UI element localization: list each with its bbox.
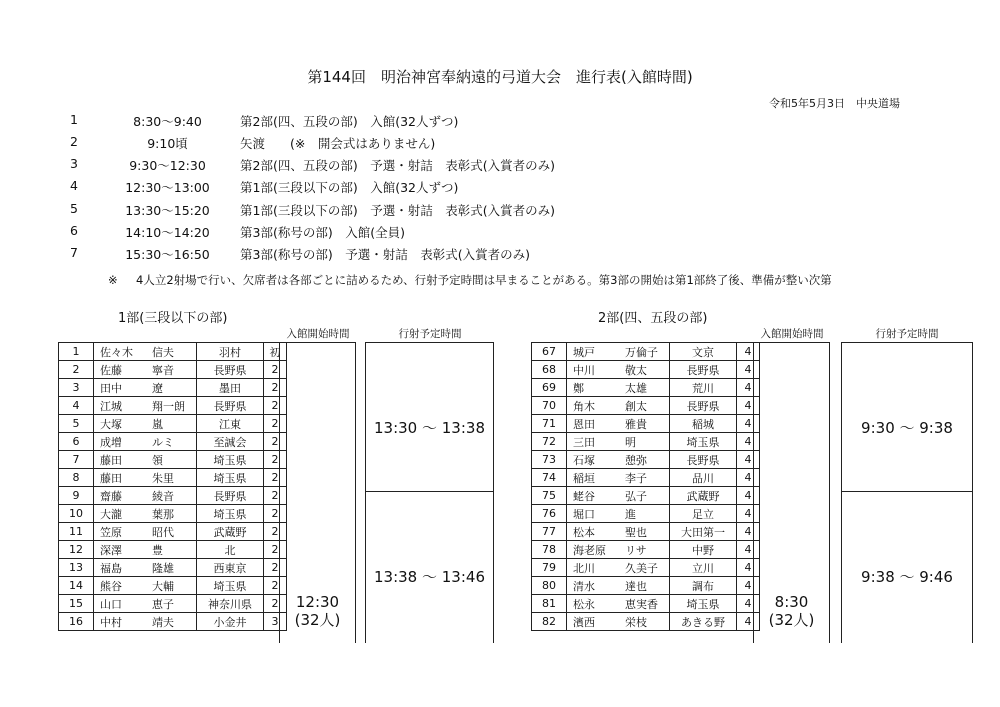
archer-name <box>94 469 197 487</box>
entry-number: 72 <box>532 433 567 451</box>
schedule-row <box>0 201 1000 221</box>
roster-row <box>532 469 760 487</box>
roster-row <box>59 595 287 613</box>
section1-entry-box <box>279 342 356 643</box>
document-title: 第144回 明治神宮奉納遠的弓道大会 進行表(入館時間) <box>307 68 693 86</box>
entry-number: 67 <box>532 343 567 361</box>
schedule-description: 第2部(四、五段の部) 予選・射詰 表彰式(入賞者のみ) <box>240 158 555 173</box>
archer-first-name: 葉那 <box>152 507 174 521</box>
archer-first-name: 嵐 <box>152 417 163 431</box>
archer-name <box>94 379 197 397</box>
archer-last-name: 中村 <box>100 615 122 629</box>
archer-name <box>567 451 670 469</box>
archer-affiliation: 埼玉県 <box>197 505 264 523</box>
archer-name <box>94 433 197 451</box>
entry-number: 15 <box>59 595 94 613</box>
archer-affiliation: 埼玉県 <box>197 577 264 595</box>
archer-name <box>567 523 670 541</box>
entry-number: 16 <box>59 613 94 631</box>
schedule-row <box>0 178 1000 198</box>
archer-name <box>94 541 197 559</box>
archer-first-name: 寧音 <box>152 363 174 377</box>
archer-name <box>94 361 197 379</box>
date-venue: 令和5年5月3日 中央道場 <box>769 97 900 110</box>
archer-rank: 4 <box>737 451 760 469</box>
schedule-time: 15:30～16:50 <box>125 247 210 262</box>
entry-number: 4 <box>59 397 94 415</box>
section2-slot <box>842 343 972 491</box>
entry-number: 3 <box>59 379 94 397</box>
archer-affiliation: あきる野 <box>670 613 737 631</box>
archer-last-name: 稲垣 <box>573 471 595 485</box>
archer-first-name: 領 <box>152 453 163 467</box>
archer-rank: 4 <box>737 379 760 397</box>
archer-name <box>94 559 197 577</box>
archer-last-name: 濱西 <box>573 615 595 629</box>
roster-row <box>59 487 287 505</box>
roster-row <box>59 343 287 361</box>
archer-first-name: 信夫 <box>152 345 174 359</box>
section2-entry-time: 8:30 <box>774 593 809 611</box>
archer-first-name: 豊 <box>152 543 163 557</box>
archer-name <box>94 577 197 595</box>
section1-slot-time: 13:30 ～ 13:38 <box>374 419 485 437</box>
archer-last-name: 山口 <box>100 597 122 611</box>
archer-name <box>567 541 670 559</box>
archer-name <box>94 523 197 541</box>
archer-affiliation: 大田第一 <box>670 523 737 541</box>
entry-number: 2 <box>59 361 94 379</box>
archer-affiliation: 調布 <box>670 577 737 595</box>
archer-affiliation: 埼玉県 <box>197 469 264 487</box>
schedule-number: 6 <box>70 223 78 238</box>
archer-first-name: 大輔 <box>152 579 174 593</box>
entry-number: 70 <box>532 397 567 415</box>
archer-affiliation: 足立 <box>670 505 737 523</box>
archer-last-name: 笠原 <box>100 525 122 539</box>
archer-affiliation: 文京 <box>670 343 737 361</box>
schedule-description: 第1部(三段以下の部) 予選・射詰 表彰式(入賞者のみ) <box>240 203 555 218</box>
archer-name <box>567 469 670 487</box>
archer-first-name: リサ <box>625 543 647 557</box>
schedule-time: 8:30～9:40 <box>133 114 202 129</box>
archer-name <box>567 487 670 505</box>
archer-rank: 4 <box>737 361 760 379</box>
entry-number: 77 <box>532 523 567 541</box>
archer-affiliation: 品川 <box>670 469 737 487</box>
entry-number: 5 <box>59 415 94 433</box>
archer-rank: 2 <box>264 577 287 595</box>
schedule-number: 3 <box>70 156 78 171</box>
roster-row <box>532 451 760 469</box>
schedule-time: 12:30～13:00 <box>125 180 210 195</box>
archer-name <box>94 487 197 505</box>
archer-last-name: 城戸 <box>573 345 595 359</box>
roster-row <box>532 397 760 415</box>
section2-entry-box <box>753 342 830 643</box>
archer-rank: 2 <box>264 433 287 451</box>
entry-number: 12 <box>59 541 94 559</box>
archer-rank: 4 <box>737 397 760 415</box>
archer-rank: 2 <box>264 487 287 505</box>
entry-number: 1 <box>59 343 94 361</box>
archer-rank: 3 <box>264 613 287 631</box>
entry-number: 8 <box>59 469 94 487</box>
archer-last-name: 藤田 <box>100 453 122 467</box>
roster-row <box>532 505 760 523</box>
archer-rank: 4 <box>737 541 760 559</box>
section2-roster-table <box>531 342 760 631</box>
archer-rank: 4 <box>737 487 760 505</box>
archer-affiliation: 神奈川県 <box>197 595 264 613</box>
entry-number: 79 <box>532 559 567 577</box>
section1-entry-count: (32人) <box>294 611 341 629</box>
archer-last-name: 石塚 <box>573 453 595 467</box>
entry-number: 6 <box>59 433 94 451</box>
archer-rank: 4 <box>737 559 760 577</box>
archer-affiliation: 長野県 <box>197 361 264 379</box>
archer-name <box>567 559 670 577</box>
archer-first-name: 雅貴 <box>625 417 647 431</box>
archer-affiliation: 長野県 <box>197 397 264 415</box>
roster-row <box>532 523 760 541</box>
archer-name <box>567 505 670 523</box>
entry-number: 75 <box>532 487 567 505</box>
entry-number: 71 <box>532 415 567 433</box>
archer-last-name: 角木 <box>573 399 595 413</box>
archer-rank: 2 <box>264 379 287 397</box>
roster-row <box>532 559 760 577</box>
archer-first-name: 靖夫 <box>152 615 174 629</box>
entry-number: 11 <box>59 523 94 541</box>
roster-row <box>532 577 760 595</box>
archer-first-name: 李子 <box>625 471 647 485</box>
archer-name <box>94 343 197 361</box>
archer-affiliation: 荒川 <box>670 379 737 397</box>
archer-first-name: 聖也 <box>625 525 647 539</box>
archer-affiliation: 西東京 <box>197 559 264 577</box>
archer-last-name: 鄭 <box>573 381 584 395</box>
roster-row <box>59 451 287 469</box>
archer-first-name: 達也 <box>625 579 647 593</box>
archer-last-name: 恩田 <box>573 417 595 431</box>
archer-name <box>567 343 670 361</box>
archer-rank: 2 <box>264 361 287 379</box>
entry-number: 74 <box>532 469 567 487</box>
schedule-time: 9:30～12:30 <box>129 158 206 173</box>
section2-slot-time: 9:38 ～ 9:46 <box>861 568 953 586</box>
schedule-row <box>0 245 1000 265</box>
archer-affiliation: 至誠会 <box>197 433 264 451</box>
schedule-description: 矢渡 (※ 開会式はありません) <box>240 136 436 151</box>
roster-row <box>532 541 760 559</box>
roster-row <box>532 433 760 451</box>
roster-row <box>59 559 287 577</box>
roster-row <box>532 343 760 361</box>
archer-affiliation: 立川 <box>670 559 737 577</box>
archer-first-name: 昭代 <box>152 525 174 539</box>
schedule-row <box>0 156 1000 176</box>
archer-last-name: 堀口 <box>573 507 595 521</box>
schedule-number: 7 <box>70 245 78 260</box>
entry-number: 13 <box>59 559 94 577</box>
section1-roster-table <box>58 342 287 631</box>
roster-row <box>59 397 287 415</box>
schedule-row <box>0 112 1000 132</box>
schedule-number: 2 <box>70 134 78 149</box>
archer-first-name: 久美子 <box>625 561 658 575</box>
archer-first-name: 遼 <box>152 381 163 395</box>
archer-rank: 初 <box>264 343 287 361</box>
section1-shooting-header: 行射予定時間 <box>398 328 462 340</box>
section1-shooting-box <box>365 342 494 643</box>
archer-name <box>567 397 670 415</box>
entry-number: 82 <box>532 613 567 631</box>
section1-slot <box>366 343 493 491</box>
entry-number: 68 <box>532 361 567 379</box>
entry-number: 78 <box>532 541 567 559</box>
archer-affiliation: 稲城 <box>670 415 737 433</box>
archer-last-name: 佐々木 <box>100 345 133 359</box>
archer-first-name: 綾音 <box>152 489 174 503</box>
entry-number: 76 <box>532 505 567 523</box>
archer-first-name: 創太 <box>625 399 647 413</box>
roster-row <box>532 379 760 397</box>
archer-last-name: 大塚 <box>100 417 122 431</box>
archer-affiliation: 埼玉県 <box>670 595 737 613</box>
archer-last-name: 田中 <box>100 381 122 395</box>
archer-affiliation: 長野県 <box>670 451 737 469</box>
roster-row <box>59 505 287 523</box>
archer-last-name: 深澤 <box>100 543 122 557</box>
schedule-number: 4 <box>70 178 78 193</box>
schedule-description: 第3部(称号の部) 入館(全員) <box>240 225 405 240</box>
archer-rank: 4 <box>737 469 760 487</box>
archer-first-name: ルミ <box>152 435 174 449</box>
archer-affiliation: 武蔵野 <box>197 523 264 541</box>
archer-affiliation: 墨田 <box>197 379 264 397</box>
archer-affiliation: 武蔵野 <box>670 487 737 505</box>
schedule-number: 1 <box>70 112 78 127</box>
section2-entry-count: (32人) <box>768 611 815 629</box>
archer-rank: 2 <box>264 415 287 433</box>
archer-first-name: 進 <box>625 507 636 521</box>
archer-last-name: 福島 <box>100 561 122 575</box>
archer-first-name: 憩弥 <box>625 453 647 467</box>
archer-first-name: 翔一朗 <box>152 399 185 413</box>
archer-affiliation: 長野県 <box>670 397 737 415</box>
archer-last-name: 大瀧 <box>100 507 122 521</box>
archer-rank: 4 <box>737 523 760 541</box>
archer-first-name: 敬太 <box>625 363 647 377</box>
archer-first-name: 隆雄 <box>152 561 174 575</box>
archer-affiliation: 北 <box>197 541 264 559</box>
archer-last-name: 海老原 <box>573 543 606 557</box>
roster-row <box>59 379 287 397</box>
entry-number: 9 <box>59 487 94 505</box>
archer-last-name: 松永 <box>573 597 595 611</box>
archer-name <box>94 451 197 469</box>
schedule-note <box>108 272 832 288</box>
archer-rank: 2 <box>264 559 287 577</box>
entry-number: 73 <box>532 451 567 469</box>
entry-number: 69 <box>532 379 567 397</box>
archer-rank: 2 <box>264 523 287 541</box>
archer-rank: 2 <box>264 505 287 523</box>
schedule-description: 第2部(四、五段の部) 入館(32人ずつ) <box>240 114 459 129</box>
schedule-time: 9:10頃 <box>147 136 188 151</box>
roster-row <box>59 613 287 631</box>
section2-shooting-header: 行射予定時間 <box>875 328 939 340</box>
roster-row <box>59 577 287 595</box>
archer-last-name: 佐藤 <box>100 363 122 377</box>
entry-number: 14 <box>59 577 94 595</box>
roster-row <box>532 415 760 433</box>
archer-first-name: 恵実香 <box>625 597 658 611</box>
archer-rank: 2 <box>264 451 287 469</box>
archer-last-name: 北川 <box>573 561 595 575</box>
schedule-number: 5 <box>70 201 78 216</box>
archer-name <box>567 577 670 595</box>
schedule-row <box>0 223 1000 243</box>
archer-affiliation: 羽村 <box>197 343 264 361</box>
roster-row <box>59 523 287 541</box>
schedule-description: 第1部(三段以下の部) 入館(32人ずつ) <box>240 180 459 195</box>
archer-rank: 4 <box>737 343 760 361</box>
archer-rank: 2 <box>264 595 287 613</box>
roster-row <box>532 487 760 505</box>
archer-name <box>567 361 670 379</box>
archer-last-name: 三田 <box>573 435 595 449</box>
section2-shooting-box <box>841 342 973 643</box>
archer-affiliation: 埼玉県 <box>197 451 264 469</box>
archer-name <box>567 433 670 451</box>
archer-rank: 4 <box>737 505 760 523</box>
roster-row <box>59 361 287 379</box>
roster-row <box>59 541 287 559</box>
archer-last-name: 熊谷 <box>100 579 122 593</box>
archer-name <box>94 505 197 523</box>
roster-row <box>59 415 287 433</box>
section1-entry-time: 12:30 <box>295 593 340 611</box>
archer-first-name: 弘子 <box>625 489 647 503</box>
entry-number: 7 <box>59 451 94 469</box>
archer-name <box>567 613 670 631</box>
roster-row <box>532 361 760 379</box>
archer-first-name: 万倫子 <box>625 345 658 359</box>
archer-rank: 4 <box>737 613 760 631</box>
archer-last-name: 蛯谷 <box>573 489 595 503</box>
roster-row <box>59 469 287 487</box>
archer-first-name: 明 <box>625 435 636 449</box>
schedule-description: 第3部(称号の部) 予選・射詰 表彰式(入賞者のみ) <box>240 247 530 262</box>
archer-name <box>94 397 197 415</box>
archer-affiliation: 江東 <box>197 415 264 433</box>
section2-slot <box>842 491 972 644</box>
archer-rank: 4 <box>737 433 760 451</box>
archer-rank: 2 <box>264 541 287 559</box>
archer-name <box>94 613 197 631</box>
archer-name <box>94 415 197 433</box>
archer-affiliation: 中野 <box>670 541 737 559</box>
entry-number: 10 <box>59 505 94 523</box>
note-text: 4人立2射場で行い、欠席者は各部ごとに詰めるため、行射予定時間は早まることがある。第3部の開始は第1部終了後、準備が整い次第 <box>136 273 832 287</box>
archer-name <box>567 595 670 613</box>
archer-last-name: 中川 <box>573 363 595 377</box>
archer-rank: 4 <box>737 577 760 595</box>
archer-first-name: 朱里 <box>152 471 174 485</box>
schedule-row <box>0 134 1000 154</box>
archer-last-name: 齋藤 <box>100 489 122 503</box>
section1-heading: 1部(三段以下の部) <box>118 311 228 326</box>
entry-number: 80 <box>532 577 567 595</box>
archer-rank: 4 <box>737 595 760 613</box>
archer-name <box>567 379 670 397</box>
archer-first-name: 太雄 <box>625 381 647 395</box>
schedule-time: 13:30～15:20 <box>125 203 210 218</box>
section1-entry-header: 入館開始時間 <box>286 328 350 340</box>
section1-slot <box>366 491 493 644</box>
roster-row <box>532 595 760 613</box>
roster-row <box>532 613 760 631</box>
schedule-time: 14:10～14:20 <box>125 225 210 240</box>
archer-last-name: 松本 <box>573 525 595 539</box>
archer-last-name: 藤田 <box>100 471 122 485</box>
section2-slot-time: 9:30 ～ 9:38 <box>861 419 953 437</box>
archer-first-name: 恵子 <box>152 597 174 611</box>
note-mark: ※ <box>108 273 118 287</box>
archer-last-name: 成增 <box>100 435 122 449</box>
archer-name <box>94 595 197 613</box>
section2-entry-header: 入館開始時間 <box>760 328 824 340</box>
section2-heading: 2部(四、五段の部) <box>598 311 708 326</box>
entry-number: 81 <box>532 595 567 613</box>
archer-affiliation: 小金井 <box>197 613 264 631</box>
archer-rank: 4 <box>737 415 760 433</box>
archer-rank: 2 <box>264 397 287 415</box>
roster-row <box>59 433 287 451</box>
archer-name <box>567 415 670 433</box>
archer-last-name: 江城 <box>100 399 122 413</box>
section1-slot-time: 13:38 ～ 13:46 <box>374 568 485 586</box>
archer-affiliation: 長野県 <box>197 487 264 505</box>
archer-first-name: 栄枝 <box>625 615 647 629</box>
archer-affiliation: 長野県 <box>670 361 737 379</box>
archer-rank: 2 <box>264 469 287 487</box>
archer-affiliation: 埼玉県 <box>670 433 737 451</box>
archer-last-name: 清水 <box>573 579 595 593</box>
